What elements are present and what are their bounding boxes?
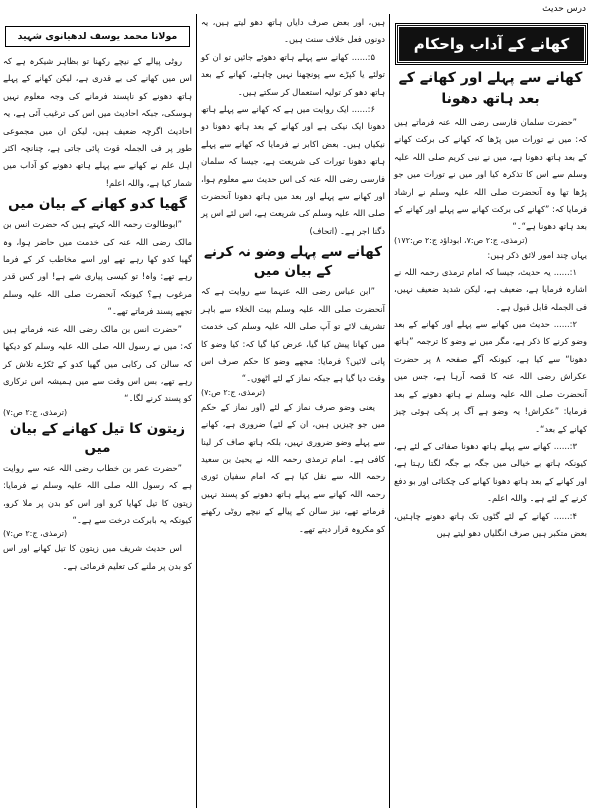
section-heading-hand-washing: کھانے سے پہلے اور کھانے کے بعد ہاتھ دھونا <box>398 70 583 107</box>
hadith-reference: (ترمذی، ج:۲ ص:۷) <box>201 387 266 397</box>
section-heading-olive-oil: زیتون کا تیل کھانے کے بیان میں <box>9 420 186 456</box>
note-4: ۴:...... کھانے کے لئے گٹوں تک ہاتھ دھونے چاہئیں، بعض متکبر ہیں صرف انگلیاں دھو لیتے ہیں <box>394 510 587 538</box>
notes-intro: یہاں چند امور لائق ذکر ہیں: <box>487 249 587 260</box>
note-1: ۱:...... یہ حدیث، جیسا کہ امام ترمذی رحمہ اللہ نے اشارہ فرمایا ہے، ضعیف ہے، لیکن شدید ضعیف نہیں، فی الجملہ قابل قبول ہے۔ <box>394 266 587 312</box>
section-heading-gourd: گھیا کدو کھانے کے بیان میں <box>8 196 187 213</box>
hadith-reference: (ترمذی، ج:۲ ص:۷، ابوداؤد ج:۲ ص:۱۷۲) <box>394 235 528 245</box>
note-5: ۵:...... کھانے سے پہلے ہاتھ دھوئے جائیں تو ان کو تولئے یا کپڑے سے پونچھنا نہیں چاہئے، کھانے کے بعد ہاتھ دھو کر تولیہ استعمال کر سکتے ہیں۔ <box>201 51 385 97</box>
section-heading-no-wudu: کھانے سے پہلے وضو نہ کرنے کے بیان میں <box>203 244 382 280</box>
article-title-banner: کھانے کے آداب واحکام <box>396 24 587 64</box>
left-column <box>0 14 194 808</box>
author-name-box: مولانا محمد یوسف لدھیانوی شہید <box>5 26 190 47</box>
note-3: ۳:...... کھانے سے پہلے ہاتھ دھونا صفائی کے لئے ہے، کیونکہ ہاتھ بے خیالی میں جگہ بے جگہ لگتا رہتا ہے، اور کھانے کے بعد ہاتھ دھونا کھانے کی چکنائی اور بو دفع کرنے کے لئے ہے۔ واللہ اعلم۔ <box>394 440 587 504</box>
note-6: ۶:...... ایک روایت میں ہے کہ کھانے سے پہلے ہاتھ دھونا ایک نیکی ہے اور کھانے کے بعد ہاتھ دھونا دو نیکیاں ہیں۔ بعض اکابر نے فرمایا کہ کھانے سے پہلے ہاتھ دھونا تورات کی شریعت ہے، جیسا کہ سلمان فارسی رضی اللہ عنہ کی اس حدیث سے معلوم ہوا، اور کھانے سے پہلے اور بعد میں ہاتھ دھونا آنحضرت صلی اللہ علیہ وسلم کی شریعت ہے، اس لئے اس پر دگنا اجر ہے۔ (اتحاف) <box>201 104 385 236</box>
hadith-ibn-abbas: ”ابن عباس رضی اللہ عنہما سے روایت ہے کہ آنحضرت صلی اللہ علیہ وسلم بیت الخلاء سے باہر تشریف لائے تو آپ صلی اللہ علیہ وسلم کی خدمت میں کھانا پیش کیا گیا، عرض کیا گیا کہ: کیا وضو کا پانی لائیں؟ فرمایا: مجھے وضو کا حکم صرف اس وقت دیا گیا ہے جبکہ نماز کے لئے اٹھوں۔“ <box>201 286 385 384</box>
explanation-paragraph: یعنی وضو صرف نماز کے لئے (اور نماز کے حکم میں جو چیزیں ہیں، ان کے لئے) ضروری ہے، کھانے سے پہلے وضو ضروری نہیں، بلکہ ہاتھ صاف کر لینا کافی ہے۔ امام ترمذی رحمہ اللہ نے یحییٰ بن سعید رحمہ اللہ سے نقل کیا ہے کہ امام سفیان ثوری رحمہ اللہ کھانے سے پہلے ہاتھ دھونے کو پسند نہیں فرماتے تھے، نیز سالن کے پیالے کے نیچے روٹی رکھنے کو مکروہ قرار دیتے تھے۔ <box>201 401 385 534</box>
hadith-reference: (ترمذی، ج:۲ ص:۷) <box>3 529 68 539</box>
note-2: ۲:...... حدیث میں کھانے سے پہلے اور کھانے کے بعد وضو کرنے کا ذکر ہے، مگر میں نے وضو کا ترجمہ ”ہاتھ دھونا“ سے کیا ہے، کیونکہ آگے صفحہ ۸ پر حضرت عکراش رضی اللہ عنہ کا قصہ آرہا ہے، جس میں آنحضرت صلی اللہ علیہ وسلم نے ہاتھ دھونے کے بعد فرمایا: ”عکراش! یہ وضو ہے آگ پر پکی ہوئی چیز کھانے کے بعد“۔ <box>394 319 587 434</box>
hadith-anas: ”حضرت انس بن مالک رضی اللہ عنہ فرماتے ہیں کہ: میں نے رسول اللہ صلی اللہ علیہ وسلم کو دیکھا کہ سالن کی رکابی میں گھیا کدو کے ٹکڑے تلاش کر رہے تھے، بس اس وقت سے میں ہمیشہ اس ترکاری کو پسند کرنے لگا۔“ <box>3 323 192 404</box>
hadith-umar: ”حضرت عمر بن خطاب رضی اللہ عنہ سے روایت ہے کہ رسول اللہ صلی اللہ علیہ وسلم نے فرمایا: زیتون کا تیل کھایا کرو اور اس کو بدن پر ملا کرو، کیونکہ یہ بابرکت درخت سے ہے۔“ <box>3 462 192 525</box>
hadith-salman: ”حضرت سلمان فارسی رضی اللہ عنہ فرماتے ہیں کہ: میں نے تورات میں پڑھا کہ کھانے کی برکت کھانے کے بعد ہاتھ دھونا ہے، میں نے نبی کریم صلی اللہ علیہ وسلم سے اس کا تذکرہ کیا اور میں نے تورات میں جو پڑھا تھا وہ آنحضرت صلی اللہ علیہ وسلم نے ارشاد فرمایا کہ: ”کھانے کی برکت کھانے سے پہلے اور کھانے کے بعد ہاتھ دھونا ہے“۔“ <box>394 117 587 232</box>
hadith-reference: (ترمذی، ج:۲ ص:۷) <box>3 407 68 417</box>
right-column <box>392 14 590 808</box>
explanation-continued: روٹی پیالے کے نیچے رکھنا تو بظاہر شیکرہ ہے کہ اس میں کھانے کی بے قدری ہے، لیکن کھانے کے پہلے ہاتھ دھونے کو ناپسند فرمانے کی وجہ معلوم نہیں ہوسکی، جبکہ احادیث میں اس کی ترغیب آئی ہے، یہ احادیث اگرچہ ضعیف ہیں، لیکن ان میں مجموعی طور پر فی الجملہ قوت پائی جاتی ہے، چنانچہ اکثر اہل علم نے کھانے سے پہلے ہاتھ دھونے کو آداب میں شمار کیا ہے، واللہ اعلم! <box>3 56 192 188</box>
note-4-continued: ہیں، اور بعض صرف دایاں ہاتھ دھو لیتے ہیں، یہ دونوں فعل خلاف سنت ہیں۔ <box>201 17 385 45</box>
middle-column <box>196 14 390 808</box>
section-label: درس حدیث <box>542 4 586 14</box>
hadith-abu-talut: ”ابوطالوت رحمہ اللہ کہتے ہیں کہ حضرت انس بن مالک رضی اللہ عنہ کی خدمت میں حاضر ہوا، وہ گھیا کدو کھا رہے تھے اور اسے مخاطب کر کے فرما رہے تھے: واہ! تو کیسی پیاری شے ہے! اور کس قدر مرغوب ہے؟ کیونکہ آنحضرت صلی اللہ علیہ وسلم تجھے پسند فرماتے تھے۔“ <box>3 219 192 317</box>
closing-paragraph: اس حدیث شریف میں زیتون کا تیل کھانے اور اس کو بدن پر ملنے کی تعلیم فرمائی ہے۔ <box>3 543 192 571</box>
